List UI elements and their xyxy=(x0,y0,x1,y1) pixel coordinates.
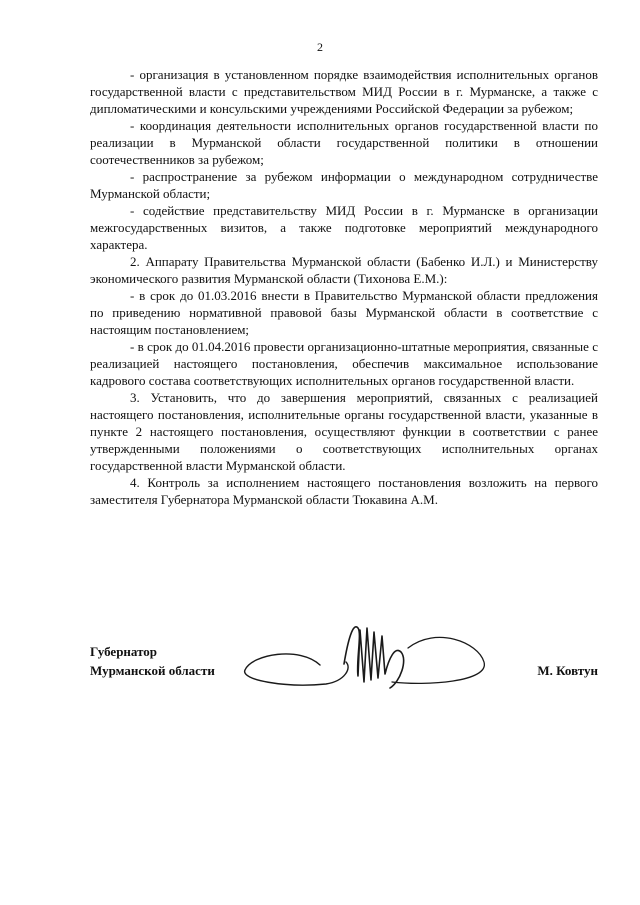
signatory-title-line-2: Мурманской области xyxy=(90,663,215,678)
page-number: 2 xyxy=(317,40,323,54)
document-body xyxy=(90,66,598,508)
handwritten-signature-icon xyxy=(240,618,510,698)
signatory-name: М. Ковтун xyxy=(537,663,598,678)
paragraph-bullet-3: - распространение за рубежом информации о международном сотрудничестве Мурманской области; xyxy=(90,169,598,201)
signatory-title-line-1: Губернатор xyxy=(90,644,158,659)
signatory-title xyxy=(90,642,215,680)
paragraph-item-2: 2. Аппарату Правительства Мурманской области (Бабенко И.Л.) и Министерству экономического развития Мурманской области (Тихонова Е.М.): xyxy=(90,254,598,286)
paragraph-bullet-4: - содействие представительству МИД России в г. Мурманске в организации межгосударственных визитов, а также подготовке мероприятий международного характера. xyxy=(90,203,598,252)
paragraph-bullet-1: - организация в установленном порядке взаимодействия исполнительных органов государственной власти с представительством МИД России в г. Мурманске, а также с дипломатическими и консульскими учреждениями Российской Федерации за рубежом; xyxy=(90,67,598,116)
signature-block xyxy=(90,618,598,698)
paragraph-item-4: 4. Контроль за исполнением настоящего постановления возложить на первого заместителя Губернатора Мурманской области Тюкавина А.М. xyxy=(90,475,598,507)
paragraph-deadline-2: - в срок до 01.04.2016 провести организационно-штатные мероприятия, связанные с реализацией настоящего постановления, обеспечив максимальное использование кадрового состава соответствующих исполнительных органов государственной власти. xyxy=(90,339,598,388)
paragraph-item-3: 3. Установить, что до завершения мероприятий, связанных с реализацией настоящего постановления, исполнительные органы государственной власти, указанные в пункте 2 настоящего постановления, осуществляют функции в соответствии с ранее утвержденными положениями о соответствующих исполнительных органах государственной власти Мурманской области. xyxy=(90,390,598,473)
paragraph-deadline-1: - в срок до 01.03.2016 внести в Правительство Мурманской области предложения по приведению нормативной правовой базы Мурманской области в соответствие с настоящим постановлением; xyxy=(90,288,598,337)
paragraph-bullet-2: - координация деятельности исполнительных органов государственной власти по реализации в Мурманской области государственной политики в отношении соотечественников за рубежом; xyxy=(90,118,598,167)
